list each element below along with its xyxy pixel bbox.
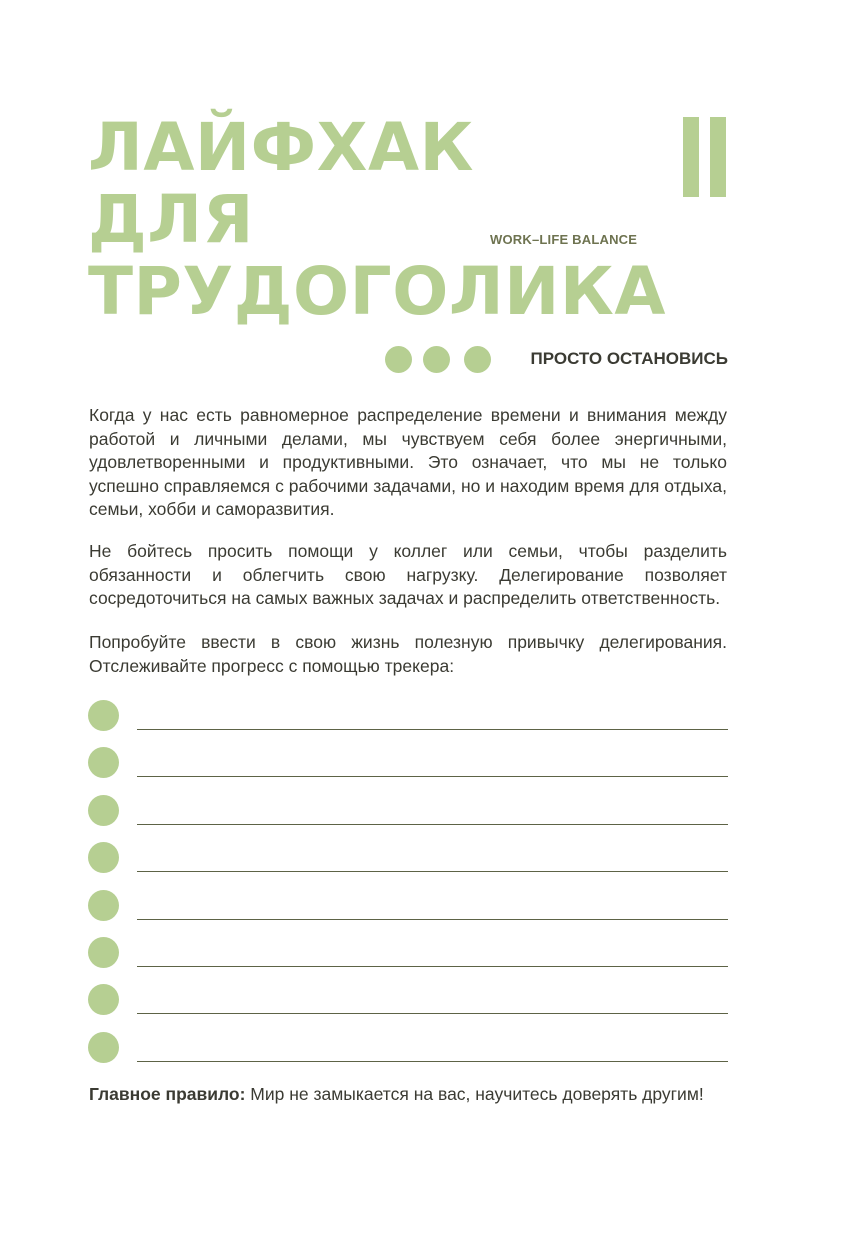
tracker-checkbox-circle[interactable]: [88, 842, 119, 873]
tracker-checkbox-circle[interactable]: [88, 795, 119, 826]
paragraph-balance: Когда у нас есть равномерное распределение времени и внимания между работой и личными делами, мы чувствуем себя более энергичными, удовлетворенными и продуктивными. Это означает, что мы не только успешно справляемся с рабочими задачами, но и находим время для отдыха, семьи, хобби и саморазвития.: [89, 405, 727, 519]
main-rule: [89, 1082, 727, 1106]
tracker-checkbox-circle[interactable]: [88, 890, 119, 921]
habit-tracker: [88, 700, 728, 1079]
paragraph-tracker-intro: Попробуйте ввести в свою жизнь полезную привычку делегирования. Отслеживайте прогресс с помощью трекера:: [89, 632, 727, 676]
tracker-write-line[interactable]: [137, 919, 728, 920]
paragraph-delegation: Не бойтесь просить помощи у коллег или семьи, чтобы разделить обязанности и облегчить свою нагрузку. Делегирование позволяет сосредоточиться на самых важных задачах и распределить ответственность.: [89, 541, 727, 608]
tracker-row: [88, 842, 728, 889]
tracker-row: [88, 937, 728, 984]
tracker-write-line[interactable]: [137, 824, 728, 825]
pause-bar-left: [683, 117, 699, 197]
main-rule-text: Мир не замыкается на вас, научитесь доверять другим!: [245, 1084, 704, 1104]
section-label: ПРОСТО ОСТАНОВИСЬ: [530, 349, 728, 368]
tracker-row: [88, 747, 728, 794]
main-rule-label: Главное правило:: [89, 1084, 246, 1104]
tracker-write-line[interactable]: [137, 1013, 728, 1014]
tracker-row: [88, 700, 728, 747]
title-line-3: ТРУДОГОЛИКА: [88, 253, 666, 330]
dot-icon: [423, 346, 450, 373]
tracker-checkbox-circle[interactable]: [88, 984, 119, 1015]
title-line-2: ДЛЯ: [88, 181, 254, 258]
subtitle: WORK–LIFE BALANCE: [490, 232, 638, 247]
tracker-checkbox-circle[interactable]: [88, 700, 119, 731]
dot-icon: [385, 346, 412, 373]
tracker-row: [88, 795, 728, 842]
pause-bar-right: [710, 117, 726, 197]
tracker-checkbox-circle[interactable]: [88, 937, 119, 968]
tracker-write-line[interactable]: [137, 966, 728, 967]
tracker-checkbox-circle[interactable]: [88, 1032, 119, 1063]
tracker-write-line[interactable]: [137, 776, 728, 777]
tracker-write-line[interactable]: [137, 1061, 728, 1062]
tracker-row: [88, 984, 728, 1031]
pause-bars-icon: [683, 117, 727, 197]
page-title: [88, 109, 666, 330]
tracker-checkbox-circle[interactable]: [88, 747, 119, 778]
dot-icon: [464, 346, 491, 373]
tracker-row: [88, 1032, 728, 1079]
tracker-write-line[interactable]: [137, 729, 728, 730]
tracker-write-line[interactable]: [137, 871, 728, 872]
title-line-1: ЛАЙФХАК: [88, 109, 474, 186]
tracker-row: [88, 890, 728, 937]
